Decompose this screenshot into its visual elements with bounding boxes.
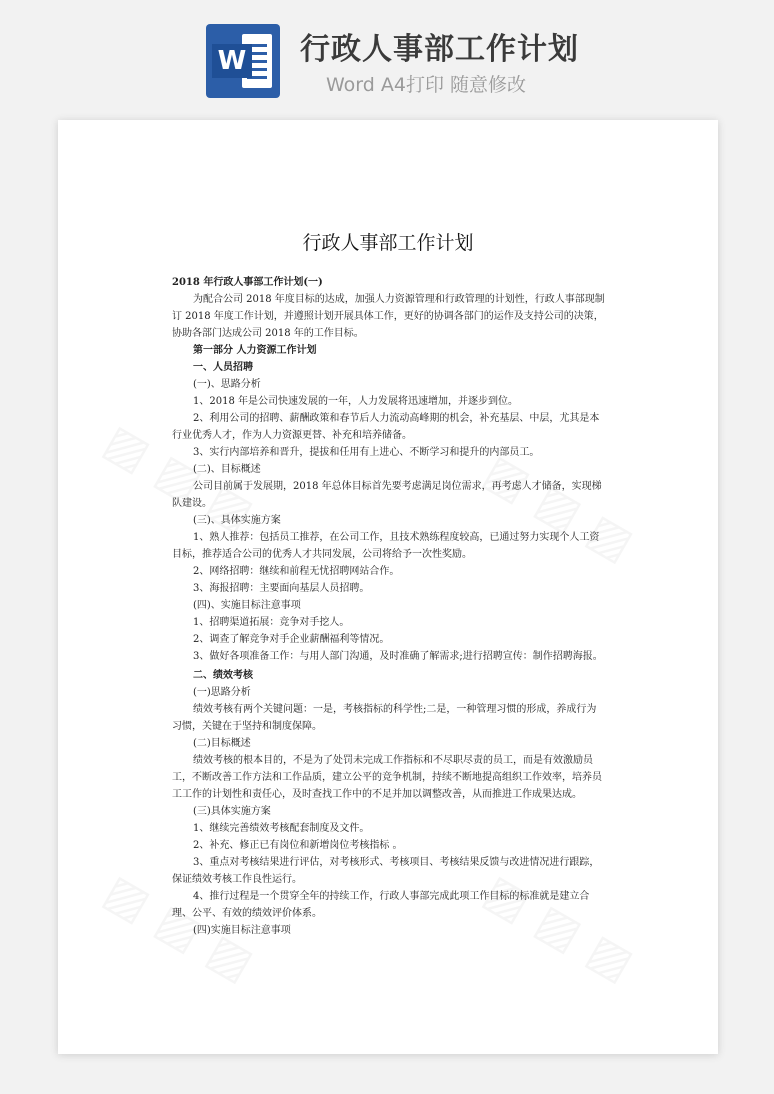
paragraph: 公司目前属于发展期，2018 年总体目标首先要考虑满足岗位需求，再考虑人才储备，实现梯队建设。 — [172, 481, 602, 509]
paragraph: 1、招聘渠道拓展：竞争对手挖人。 — [193, 617, 350, 628]
paragraph: (一)、思路分析 — [193, 379, 261, 390]
paragraph: 2、调查了解竞争对手企业薪酬福利等情况。 — [193, 634, 390, 645]
paragraph: 3、重点对考核结果进行评估，对考核形式、考核项目、考核结果反馈与改进情况进行跟踪，保证绩效考核工作良性运行。 — [172, 857, 600, 885]
paragraph: (三)具体实施方案 — [193, 806, 271, 817]
paragraph: 2、补充、修正已有岗位和新增岗位考核指标 。 — [193, 840, 403, 851]
paragraph: 一、人员招聘 — [193, 362, 253, 373]
word-logo-letter: W — [212, 44, 252, 78]
paragraph: (二)目标概述 — [193, 738, 251, 749]
paragraph: 二、绩效考核 — [193, 670, 253, 681]
paragraph: (一)思路分析 — [193, 687, 251, 698]
paragraph: 4、推行过程是一个贯穿全年的持续工作，行政人事部完成此项工作目标的标准就是建立合理、公平、有效的绩效评价体系。 — [172, 891, 590, 919]
paragraph: (四)、实施目标注意事项 — [193, 600, 301, 611]
paragraph: 第一部分 人力资源工作计划 — [193, 345, 317, 356]
paragraph: 3、做好各项准备工作：与用人部门沟通，及时准确了解需求;进行招聘宣传：制作招聘海报。 — [193, 651, 603, 662]
paragraph: 2018 年行政人事部工作计划(一) — [172, 277, 323, 288]
paragraph: (四)实施目标注意事项 — [193, 925, 291, 936]
paragraph: 2、网络招聘：继续和前程无忧招聘网站合作。 — [193, 566, 400, 577]
paragraph: 3、实行内部培养和晋升，提拔和任用有上进心、不断学习和提升的内部员工。 — [193, 447, 540, 458]
word-doc-icon — [206, 24, 280, 98]
document-body — [172, 274, 606, 939]
document-title: 行政人事部工作计划 — [302, 232, 474, 254]
paragraph: 1、继续完善绩效考核配套制度及文件。 — [193, 823, 370, 834]
document-page — [58, 120, 718, 1054]
paragraph: 1、熟人推荐：包括员工推荐，在公司工作，且技术熟练程度较高，已通过努力实现个人工资目标，推荐适合公司的优秀人才共同发展，公司将给予一次性奖励。 — [172, 532, 600, 560]
paragraph: (三)、具体实施方案 — [193, 515, 281, 526]
paragraph: 3、海报招聘：主要面向基层人员招聘。 — [193, 583, 370, 594]
paragraph: 2、利用公司的招聘、薪酬政策和春节后人力流动高峰期的机会，补充基层、中层，尤其是本行业优秀人才，作为人力资源更替、补充和培养储备。 — [172, 413, 600, 441]
banner-title: 行政人事部工作计划 — [300, 32, 579, 67]
paragraph: 为配合公司 2018 年度目标的达成，加强人力资源管理和行政管理的计划性，行政人事部现制订 2018 年度工作计划，并遵照计划开展具体工作，更好的协调各部门的运作及支持公司的决策，协助各部门达成公司 2018 年的工作目标。 — [172, 294, 605, 339]
paragraph: 1、2018 年是公司快速发展的一年，人力发展将迅速增加，并逐步到位。 — [193, 396, 518, 407]
banner-subtitle: Word A4打印 随意修改 — [326, 74, 527, 96]
paragraph: 绩效考核的根本目的，不是为了处罚未完成工作指标和不尽职尽责的员工，而是有效激励员工，不断改善工作方法和工作品质，建立公平的竞争机制，持续不断地提高组织工作效率，培养员工工作的计划性和责任心，及时查找工作中的不足并加以调整改善，从而推进工作成果达成。 — [172, 755, 602, 800]
paragraph: (二)、目标概述 — [193, 464, 261, 475]
paragraph: 绩效考核有两个关键问题：一是，考核指标的科学性;二是，一种管理习惯的形成，养成行为习惯，关键在于坚持和制度保障。 — [172, 704, 597, 732]
banner-header — [0, 0, 774, 118]
